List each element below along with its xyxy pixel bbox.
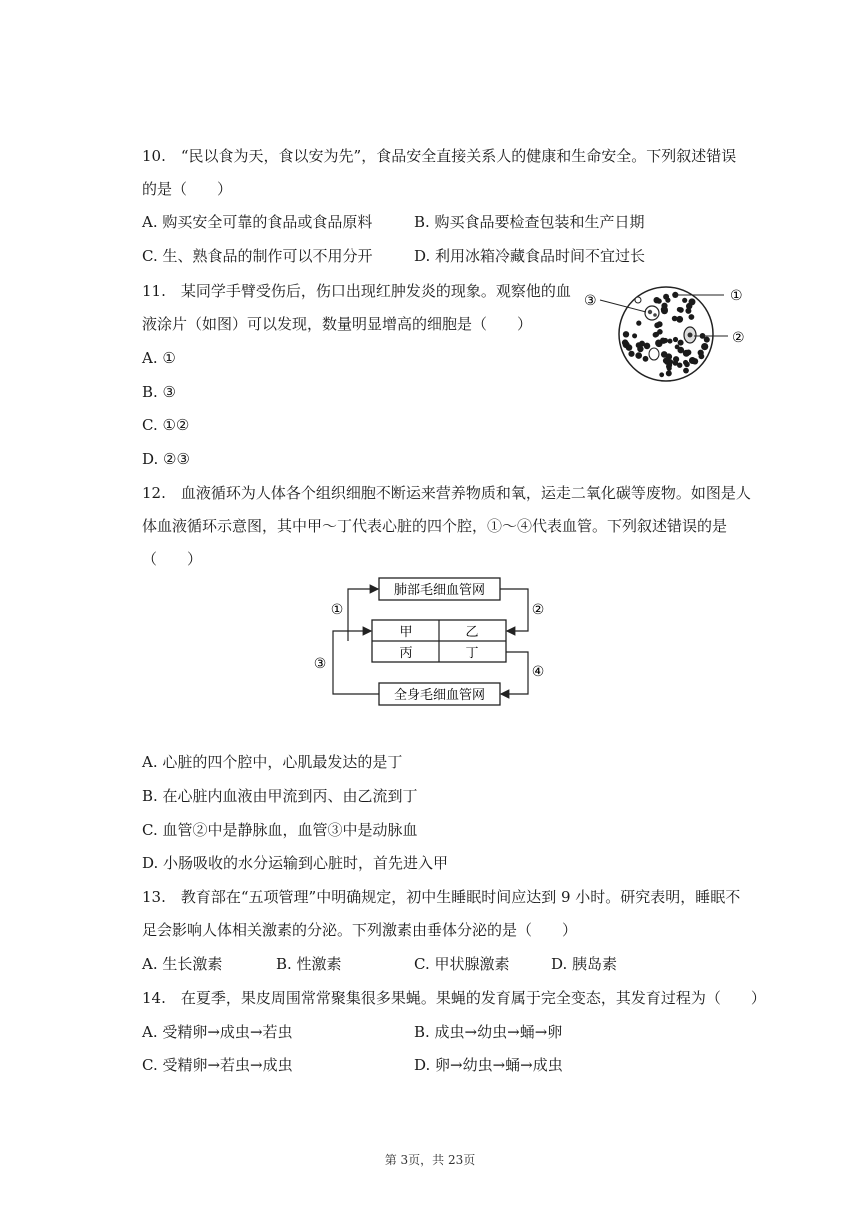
red-blood-cell bbox=[663, 358, 669, 364]
red-blood-cell bbox=[663, 294, 669, 300]
red-blood-cell bbox=[639, 341, 645, 347]
white-blood-cell bbox=[645, 306, 659, 320]
wbc-nucleus-lobe bbox=[653, 313, 657, 317]
q11-option-c: C. ①② bbox=[142, 416, 190, 434]
q10-text-line1: 10. “民以食为天，食以安为先”，食品安全直接关系人的健康和生命安全。下列叙述错误 bbox=[142, 147, 737, 165]
q14-option-d: D. 卵→幼虫→蛹→成虫 bbox=[414, 1056, 563, 1074]
red-blood-cell bbox=[672, 316, 678, 322]
q12-option-d: D. 小肠吸收的水分运输到心脏时，首先进入甲 bbox=[142, 854, 449, 872]
q11-text-line2: 液涂片（如图）可以发现，数量明显增高的细胞是（ ） bbox=[142, 315, 533, 333]
red-blood-cell bbox=[660, 338, 665, 343]
large-cell-nucleus bbox=[688, 333, 693, 338]
vessel-label-1: ① bbox=[330, 602, 344, 618]
q12-option-a: A. 心脏的四个腔中，心肌最发达的是丁 bbox=[142, 753, 403, 771]
chamber-ding: 丁 bbox=[465, 646, 479, 661]
vessel-label-3: ③ bbox=[313, 656, 327, 672]
red-blood-cell bbox=[678, 340, 684, 346]
q13-option-d: D. 胰岛素 bbox=[551, 955, 618, 973]
q10-option-a: A. 购买安全可靠的食品或食品原料 bbox=[142, 213, 373, 231]
red-blood-cell bbox=[699, 353, 705, 359]
red-blood-cell bbox=[704, 337, 710, 343]
red-blood-cell bbox=[656, 298, 661, 303]
q14-option-a: A. 受精卵→成虫→若虫 bbox=[142, 1023, 293, 1041]
q14-option-c: C. 受精卵→若虫→成虫 bbox=[142, 1056, 293, 1074]
q12-text-line2: 体血液循环示意图，其中甲～丁代表心脏的四个腔，①～④代表血管。下列叙述错误的是 bbox=[142, 517, 728, 535]
q14-text-line1: 14. 在夏季，果皮周围常常聚集很多果蝇。果蝇的发育属于完全变态，其发育过程为（ ） bbox=[142, 989, 766, 1007]
body-capillary-label: 全身毛细血管网 bbox=[393, 688, 486, 703]
red-blood-cell bbox=[685, 308, 691, 314]
q12-option-c: C. 血管②中是静脉血，血管③中是动脉血 bbox=[142, 821, 418, 839]
red-blood-cell bbox=[666, 364, 672, 370]
red-blood-cell bbox=[666, 370, 672, 376]
cell-ring bbox=[649, 348, 659, 360]
red-blood-cell bbox=[653, 332, 659, 338]
vessel-label-4: ④ bbox=[531, 664, 545, 680]
red-blood-cell bbox=[623, 331, 629, 337]
figure-label-1: ① bbox=[730, 288, 743, 304]
q13-text-line1: 13. 教育部在“五项管理”中明确规定，初中生睡眠时间应达到 9 小时。研究表明，睡眠不 bbox=[142, 888, 741, 906]
red-blood-cell bbox=[676, 316, 683, 323]
red-blood-cell bbox=[659, 372, 664, 377]
q11-option-a: A. ① bbox=[142, 349, 176, 367]
q13-option-a: A. 生长激素 bbox=[142, 955, 223, 973]
red-blood-cell bbox=[643, 356, 649, 362]
red-blood-cell bbox=[632, 333, 637, 338]
q13-option-b: B. 性激素 bbox=[276, 955, 342, 973]
red-blood-cell bbox=[682, 298, 687, 303]
red-blood-cell bbox=[628, 351, 634, 357]
q13-option-c: C. 甲状腺激素 bbox=[414, 955, 510, 973]
blood-circulation-diagram bbox=[300, 570, 560, 715]
red-blood-cell bbox=[677, 307, 682, 312]
q10-text-line2: 的是（ ） bbox=[142, 180, 233, 198]
red-blood-cell bbox=[683, 368, 689, 374]
red-blood-cell bbox=[654, 322, 660, 328]
red-blood-cell bbox=[692, 358, 698, 364]
lung-capillary-label: 肺部毛细血管网 bbox=[393, 583, 486, 598]
red-blood-cell bbox=[622, 339, 628, 345]
q11-option-b: B. ③ bbox=[142, 383, 177, 401]
page-footer: 第 3页，共 23页 bbox=[384, 1153, 476, 1167]
small-cell bbox=[635, 297, 641, 303]
red-blood-cell bbox=[673, 337, 678, 342]
vessel-label-2: ② bbox=[531, 602, 545, 618]
q11-text-line1: 11. 某同学手臂受伤后，伤口出现红肿发炎的现象。观察他的血 bbox=[142, 282, 571, 300]
q12-text-line1: 12. 血液循环为人体各个组织细胞不断运来营养物质和氧，运走二氧化碳等废物。如图是人 bbox=[142, 484, 751, 502]
q11-option-d: D. ②③ bbox=[142, 450, 190, 468]
blood-smear-figure bbox=[578, 276, 758, 396]
red-blood-cell bbox=[668, 359, 673, 364]
q14-option-b: B. 成虫→幼虫→蛹→卵 bbox=[414, 1023, 563, 1041]
chamber-jia: 甲 bbox=[399, 625, 413, 640]
figure-label-3: ③ bbox=[584, 293, 597, 309]
red-blood-cell bbox=[661, 303, 667, 309]
red-blood-cell bbox=[689, 314, 695, 320]
q12-option-b: B. 在心脏内血液由甲流到丙、由乙流到丁 bbox=[142, 787, 418, 805]
red-blood-cell bbox=[668, 339, 673, 344]
chamber-yi: 乙 bbox=[465, 625, 479, 640]
wbc-nucleus bbox=[648, 310, 652, 314]
red-blood-cell bbox=[637, 346, 643, 352]
red-blood-cell bbox=[635, 352, 642, 359]
red-blood-cell bbox=[675, 345, 680, 350]
q10-option-b: B. 购买食品要检查包装和生产日期 bbox=[414, 213, 645, 231]
q12-text-line3: （ ） bbox=[142, 550, 203, 568]
chamber-bing: 丙 bbox=[399, 646, 413, 661]
q13-text-line2: 足会影响人体相关激素的分泌。下列激素由垂体分泌的是（ ） bbox=[142, 921, 578, 939]
figure-label-2: ② bbox=[732, 330, 745, 346]
red-blood-cell bbox=[636, 321, 641, 326]
red-blood-cell bbox=[677, 363, 682, 368]
red-blood-cell bbox=[686, 350, 692, 356]
q10-option-c: C. 生、熟食品的制作可以不用分开 bbox=[142, 247, 373, 265]
red-blood-cell bbox=[701, 343, 708, 350]
q10-option-d: D. 利用冰箱冷藏食品时间不宜过长 bbox=[414, 247, 646, 265]
red-blood-cell bbox=[683, 360, 688, 365]
